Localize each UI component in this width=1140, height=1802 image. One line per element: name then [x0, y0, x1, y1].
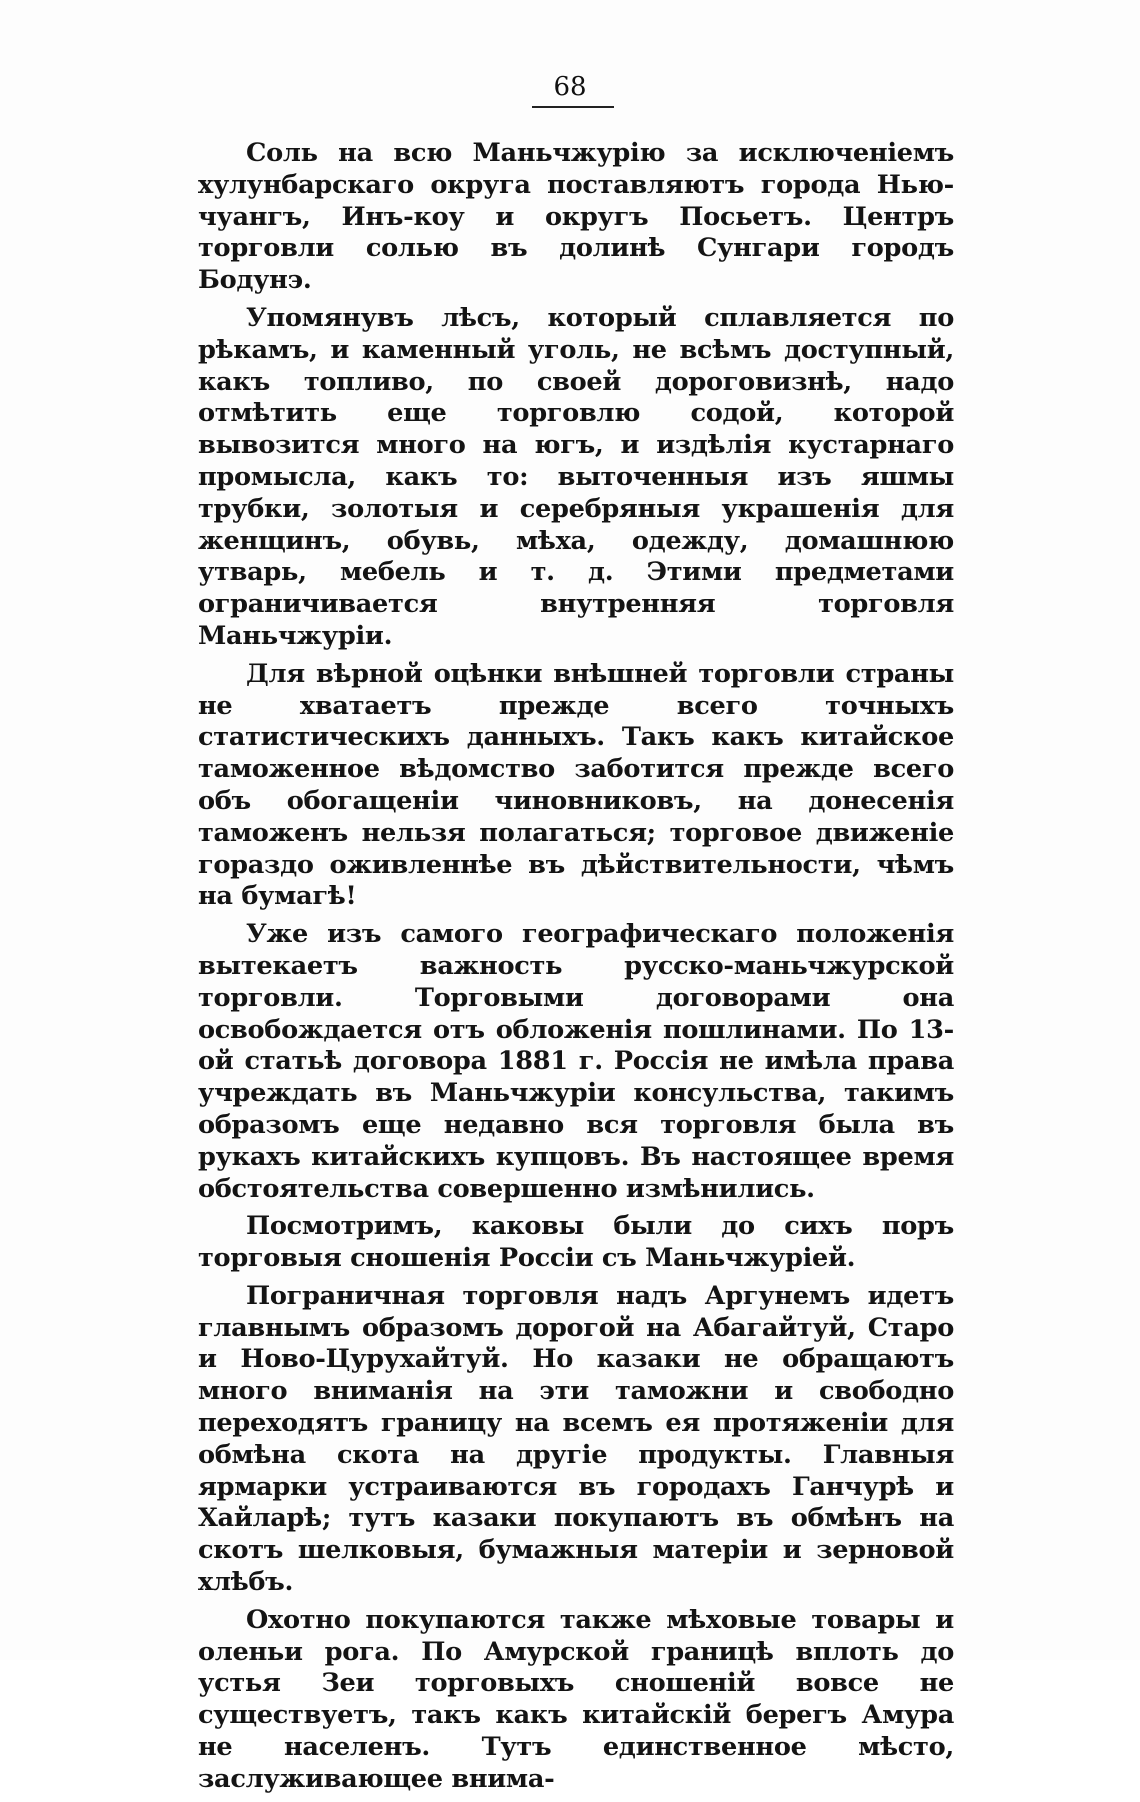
- paragraph-argun-border-trade: Пограничная торговля надъ Аргунемъ идетъ главнымъ образомъ дорогой на Абагайтуй, Старо и Ново-Цурухайтуй. Но казаки не обращаютъ много вниманія на эти таможни и свободно переходятъ границу на всемъ ея протяженіи для обмѣна скота на другіе продукты. Главныя ярмарки устраиваются въ городахъ Ганчурѣ и Хайларѣ; тутъ казаки покупаютъ въ обмѣнъ на скотъ шелковыя, бумажныя матеріи и зерновой хлѣбъ.: [198, 1280, 954, 1598]
- body-text: [198, 138, 954, 1802]
- paragraph-amur-border: Охотно покупаются также мѣховые товары и оленьи рога. По Амурской границѣ вплоть до устья Зеи торговыхъ сношеній вовсе не существуетъ, такъ какъ китайскій берегъ Амура не населенъ. Тутъ единственное мѣсто, заслуживающее внима-: [198, 1604, 954, 1794]
- paragraph-foreign-trade-statistics: Для вѣрной оцѣнки внѣшней торговли страны не хватаетъ прежде всего точныхъ статистическихъ данныхъ. Такъ какъ китайское таможенное вѣдомство заботится прежде всего объ обогащеніи чиновниковъ, на донесенія таможенъ нельзя полагаться; торговое движеніе гораздо оживленнѣе въ дѣйствительности, чѣмъ на бумагѣ!: [198, 658, 954, 912]
- paragraph-salt-trade: Соль на всю Маньчжурію за исключеніемъ хулунбарскаго округа поставляютъ города Нью-чуангъ, Инъ-коу и округъ Посьетъ. Центръ торговли солью въ долинѣ Сунгари городъ Бодунэ.: [198, 138, 954, 296]
- paragraph-russian-manchurian-trade: Уже изъ самого географическаго положенія вытекаетъ важность русско-маньчжурской торговли. Торговыми договорами она освобождается отъ обложенія пошлинами. По 13-ой статьѣ договора 1881 г. Россія не имѣла права учреждать въ Маньчжуріи консульства, такимъ образомъ еще недавно вся торговля была въ рукахъ китайскихъ купцовъ. Въ настоящее время обстоятельства совершенно измѣнились.: [198, 919, 954, 1204]
- page-number-underline: [532, 106, 614, 108]
- page-number: 68: [553, 72, 587, 102]
- paragraph-trade-relations: Посмотримъ, каковы были до сихъ поръ торговыя сношенія Россіи съ Маньчжуріей.: [198, 1211, 954, 1274]
- paragraph-internal-trade: Упомянувъ лѣсъ, который сплавляется по рѣкамъ, и каменный уголь, не всѣмъ доступный, какъ топливо, по своей дороговизнѣ, надо отмѣтить еще торговлю содой, которой вывозится много на югъ, и издѣлія кустарнаго промысла, какъ то: выточенныя изъ яшмы трубки, золотыя и серебряныя украшенія для женщинъ, обувь, мѣха, одежду, домашнюю утварь, мебель и т. д. Этими предметами ограничивается внутренняя торговля Маньчжуріи.: [198, 302, 954, 651]
